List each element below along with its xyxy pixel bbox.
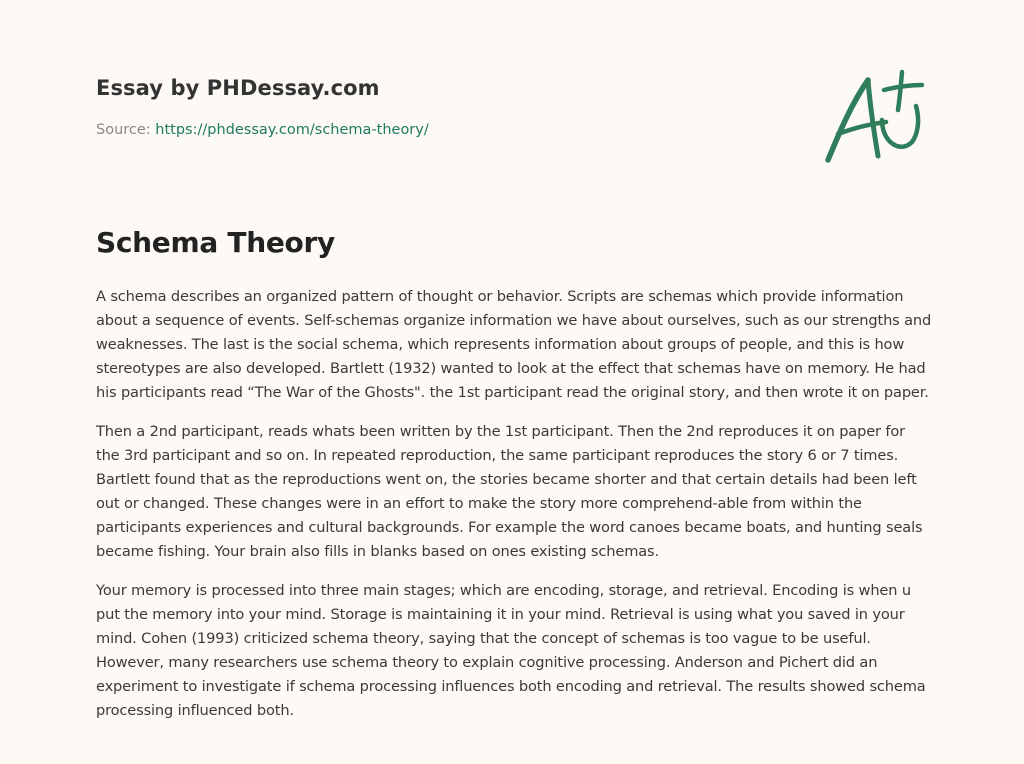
essay-title: Schema Theory xyxy=(96,226,335,259)
source-line xyxy=(96,122,429,138)
source-label: Source: xyxy=(96,122,156,138)
essay-paragraph: Then a 2nd participant, reads whats been written by the 1st participant. Then the 2nd reproduces it on paper for the 3rd participant and so on. In repeated reproduction, the same participant reproduces the story 6 or 7 times. Bartlett found that as the reproductions went on, the stories became shorter and that certain details had been left out or changed. These changes were in an effort to make the story more comprehend-able from within the participants experiences and cultural backgrounds. For example the word canoes became boats, and hunting seals became fishing. Your brain also fills in blanks based on ones existing schemas. xyxy=(96,423,923,560)
essay-paragraph: A schema describes an organized pattern of thought or behavior. Scripts are schemas which provide information about a sequence of events. Self-schemas organize information we have about ourselves, such as our strengths and weaknesses. The last is the social schema, which represents information about groups of people, and this is how stereotypes are also developed. Bartlett (1932) wanted to look at the effect that schemas have on memory. He had his participants read “The War of the Ghosts". the 1st participant read the original story, and then wrote it on paper. xyxy=(96,288,932,401)
a-plus-grade-icon xyxy=(818,66,930,166)
source-link[interactable]: https://phdessay.com/schema-theory/ xyxy=(155,122,429,138)
essay-article xyxy=(96,226,932,738)
essay-paragraph: Your memory is processed into three main stages; which are encoding, storage, and retrieval. Encoding is when u put the memory into your mind. Storage is maintaining it in your mind. Retrieval is using what you saved in your mind. Cohen (1993) criticized schema theory, saying that the concept of schemas is too vague to be useful. However, many researchers use schema theory to explain cognitive processing. Anderson and Pichert did an experiment to investigate if schema processing influences both encoding and retrieval. The results showed schema processing influenced both. xyxy=(96,582,926,719)
site-brand: Essay by PHDessay.com xyxy=(96,76,380,100)
essay-header xyxy=(96,76,429,138)
